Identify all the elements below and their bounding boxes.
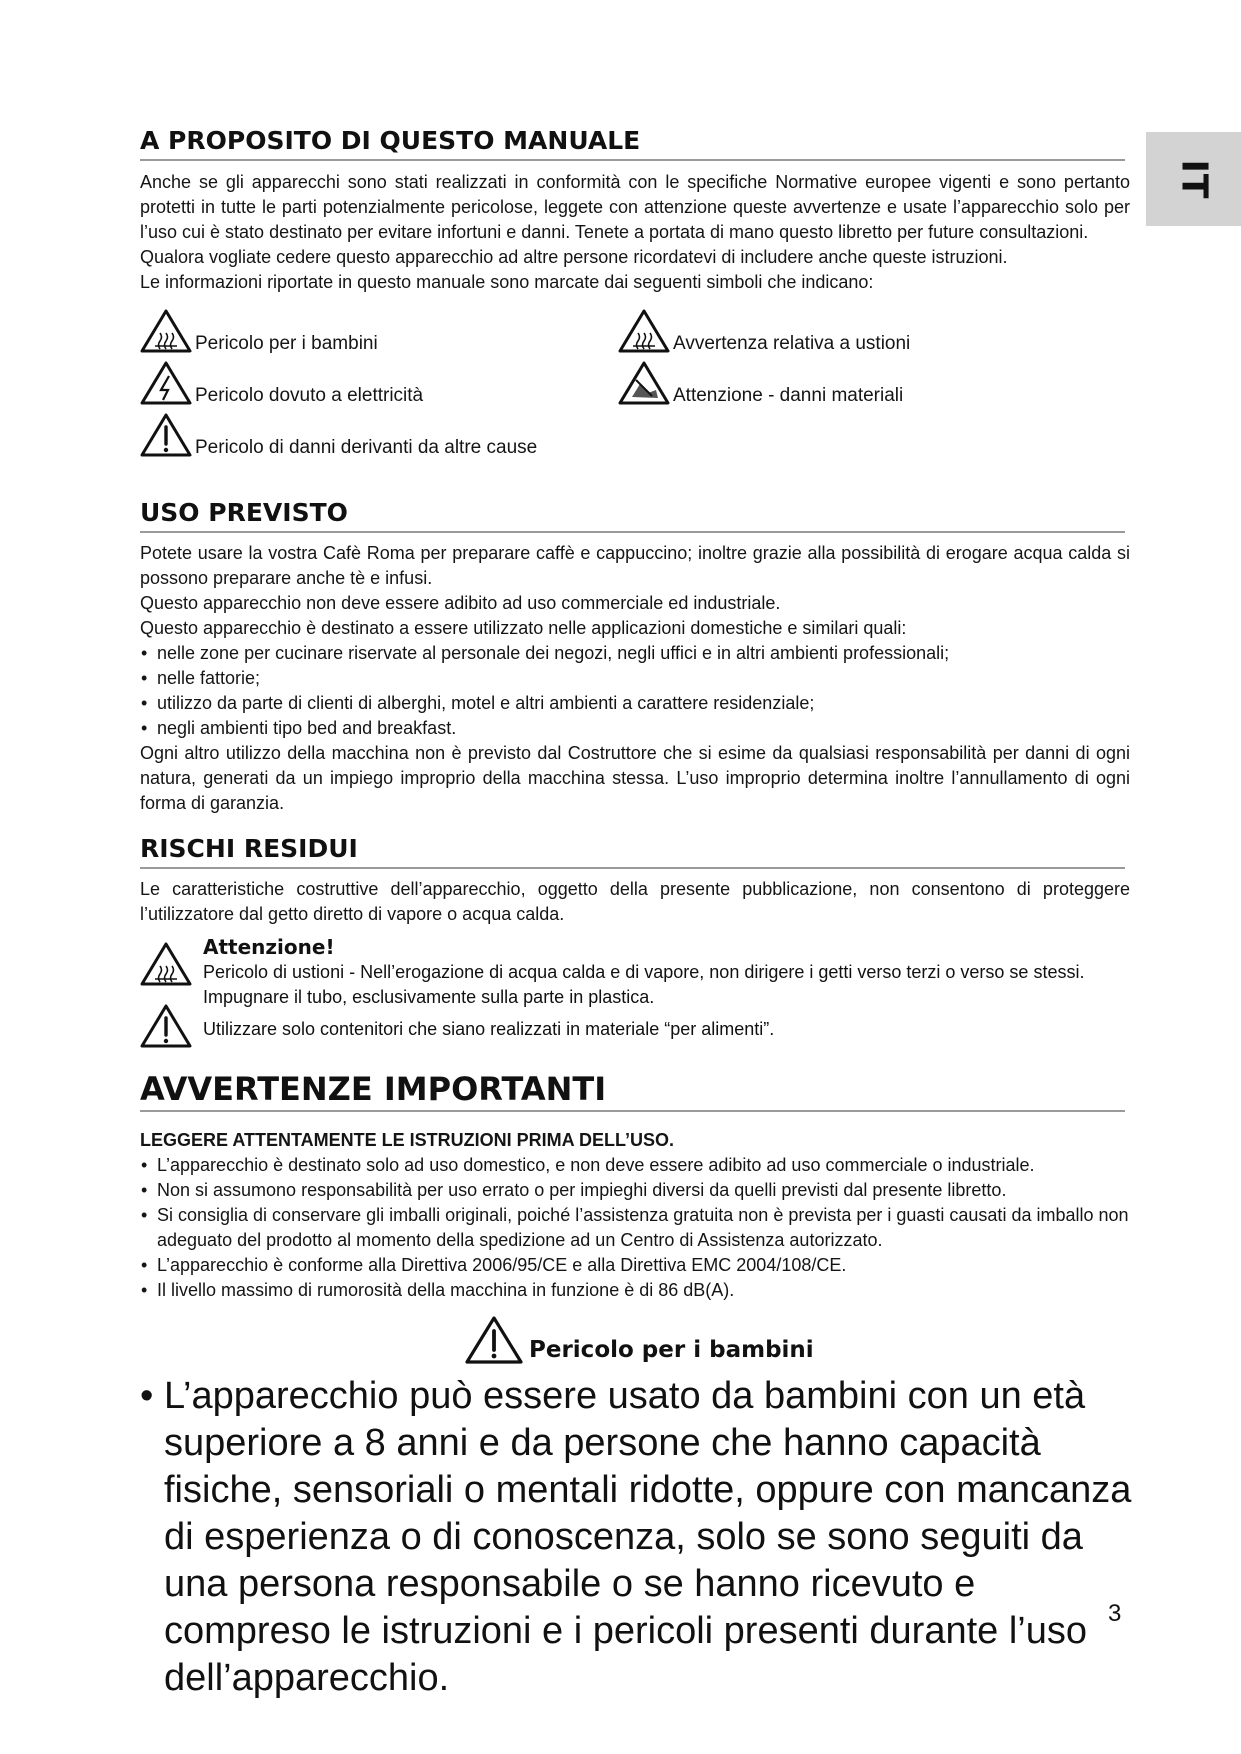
list-item: • Si consiglia di conservare gli imballi originali, poiché l’assistenza gratuita non è prevista per i guasti causati da imballo non adeguato del prodotto al momento della spedizione ad un Centro di Assistenza autorizzato. — [140, 1203, 1130, 1253]
uso-paragraph: Ogni altro utilizzo della macchina non è previsto dal Costruttore che si esime da qualsiasi responsabilità per danni di ogni natura, generati da un impiego improprio della macchina stessa. L’uso improprio determina inoltre l’annullamento di ogni forma di garanzia. — [140, 743, 1130, 813]
rischi-paragraph: Le caratteristiche costruttive dell’apparecchio, oggetto della presente pubblicazione, non consentono di proteggere l’utilizzatore dal getto diretto di vapore o acqua calda. — [140, 879, 1130, 924]
symbol-label: Pericolo per i bambini — [195, 333, 378, 354]
avvertenze-subtitle: LEGGERE ATTENTAMENTE LE ISTRUZIONI PRIMA DELL’USO. — [140, 1130, 675, 1150]
containers-text: Utilizzare solo contenitori che siano realizzati in materiale “per alimenti”. — [203, 1019, 775, 1039]
avvertenze-bullet-list — [140, 1153, 1130, 1303]
exclamation-warning-icon — [140, 1003, 192, 1049]
manual-paragraph: Anche se gli apparecchi sono stati realizzati in conformità con le specifiche Normative europee vigenti e sono pertanto protetti in tutte le parti potenzialmente pericolose, leggete con attenzione queste avvertenze e usate l’apparecchio solo per l’uso cui è stato destinato per evitare infortuni e danni. Tenete a portata di mano questo libretto per future consultazioni. — [140, 172, 1130, 242]
list-item: • nelle fattorie; — [140, 666, 1130, 691]
list-item: • negli ambienti tipo bed and breakfast. — [140, 716, 1130, 741]
list-item: • L’apparecchio può essere usato da bambini con un età superiore a 8 anni e da persone che hanno capacità fisiche, sensoriali o mentali ridotte, oppure con mancanza di esperienza o di conoscenza, solo se sono seguiti da una persona responsabile o se hanno ricevuto e compreso le istruzioni e i pericoli presenti durante l’uso dell’apparecchio. — [140, 1373, 1150, 1702]
page-number: 3 — [1108, 1600, 1122, 1627]
manual-title: A PROPOSITO DI QUESTO MANUALE — [140, 126, 1125, 161]
uso-bullet-list — [140, 641, 1130, 741]
uso-previsto-text — [140, 541, 1130, 816]
symbol-label: Pericolo dovuto a elettricità — [195, 385, 424, 406]
exclamation-warning-icon — [140, 412, 192, 458]
rischi-title: RISCHI RESIDUI — [140, 834, 1125, 869]
damage-warning-icon — [618, 360, 670, 406]
child-danger-heading — [465, 1315, 814, 1365]
child-danger-list — [140, 1373, 1150, 1702]
list-item: • Non si assumono responsabilità per uso errato o per impieghi diversi da quelli previsti dal presente libretto. — [140, 1178, 1130, 1203]
language-tab — [1146, 132, 1241, 226]
uso-previsto-title: USO PREVISTO — [140, 498, 1125, 533]
symbol-child-hazard — [140, 308, 378, 355]
symbol-label: Avvertenza relativa a ustioni — [673, 333, 911, 354]
uso-paragraph: Potete usare la vostra Cafè Roma per preparare caffè e cappuccino; inoltre grazie alla possibilità di erogare acqua calda si possono preparare anche tè e infusi. — [140, 543, 1130, 588]
heat-warning-icon — [618, 308, 670, 354]
child-danger-title: Pericolo per i bambini — [529, 1337, 814, 1363]
attention-text: Pericolo di ustioni - Nell’erogazione di acqua calda e di vapore, non dirigere i getti verso terzi o verso se stessi. Impugnare il tubo, esclusivamente sulla parte in plastica. — [203, 962, 1085, 1007]
symbol-label: Attenzione - danni materiali — [673, 385, 904, 406]
manual-text — [140, 170, 1130, 295]
manual-paragraph: Le informazioni riportate in questo manuale sono marcate dai seguenti simboli che indicano: — [140, 272, 874, 292]
uso-paragraph: Questo apparecchio non deve essere adibito ad uso commerciale ed industriale. — [140, 593, 781, 613]
attention-heading: Attenzione! — [203, 935, 335, 959]
list-item: • nelle zone per cucinare riservate al personale dei negozi, negli uffici e in altri ambienti professionali; — [140, 641, 1130, 666]
language-code: IT — [1173, 159, 1215, 199]
symbol-general-hazard — [140, 412, 537, 459]
avvertenze-title: AVVERTENZE IMPORTANTI — [140, 1070, 1125, 1112]
list-item: • L’apparecchio è destinato solo ad uso domestico, e non deve essere adibito ad uso commerciale o industriale. — [140, 1153, 1130, 1178]
manual-paragraph: Qualora vogliate cedere questo apparecchio ad altre persone ricordatevi di includere anche queste istruzioni. — [140, 247, 1008, 267]
uso-paragraph: Questo apparecchio è destinato a essere utilizzato nelle applicazioni domestiche e similari quali: — [140, 618, 907, 638]
avvertenze-text — [140, 1128, 1130, 1303]
exclamation-warning-icon — [465, 1315, 523, 1365]
electric-warning-icon — [140, 360, 192, 406]
heat-warning-icon — [140, 941, 192, 987]
symbol-label: Pericolo di danni derivanti da altre cause — [195, 437, 538, 458]
heat-warning-icon — [140, 308, 192, 354]
symbol-electric-hazard — [140, 360, 423, 407]
list-item: • L’apparecchio è conforme alla Direttiva 2006/95/CE e alla Direttiva EMC 2004/108/CE. — [140, 1253, 1130, 1278]
symbol-material-damage — [618, 360, 903, 407]
child-danger-text — [140, 1373, 1150, 1702]
list-item: • utilizzo da parte di clienti di alberghi, motel e altri ambienti a carattere residenziale; — [140, 691, 1130, 716]
list-item: • Il livello massimo di rumorosità della macchina in funzione è di 86 dB(A). — [140, 1278, 1130, 1303]
symbol-burn-hazard — [618, 308, 910, 355]
rischi-text — [140, 877, 1130, 927]
